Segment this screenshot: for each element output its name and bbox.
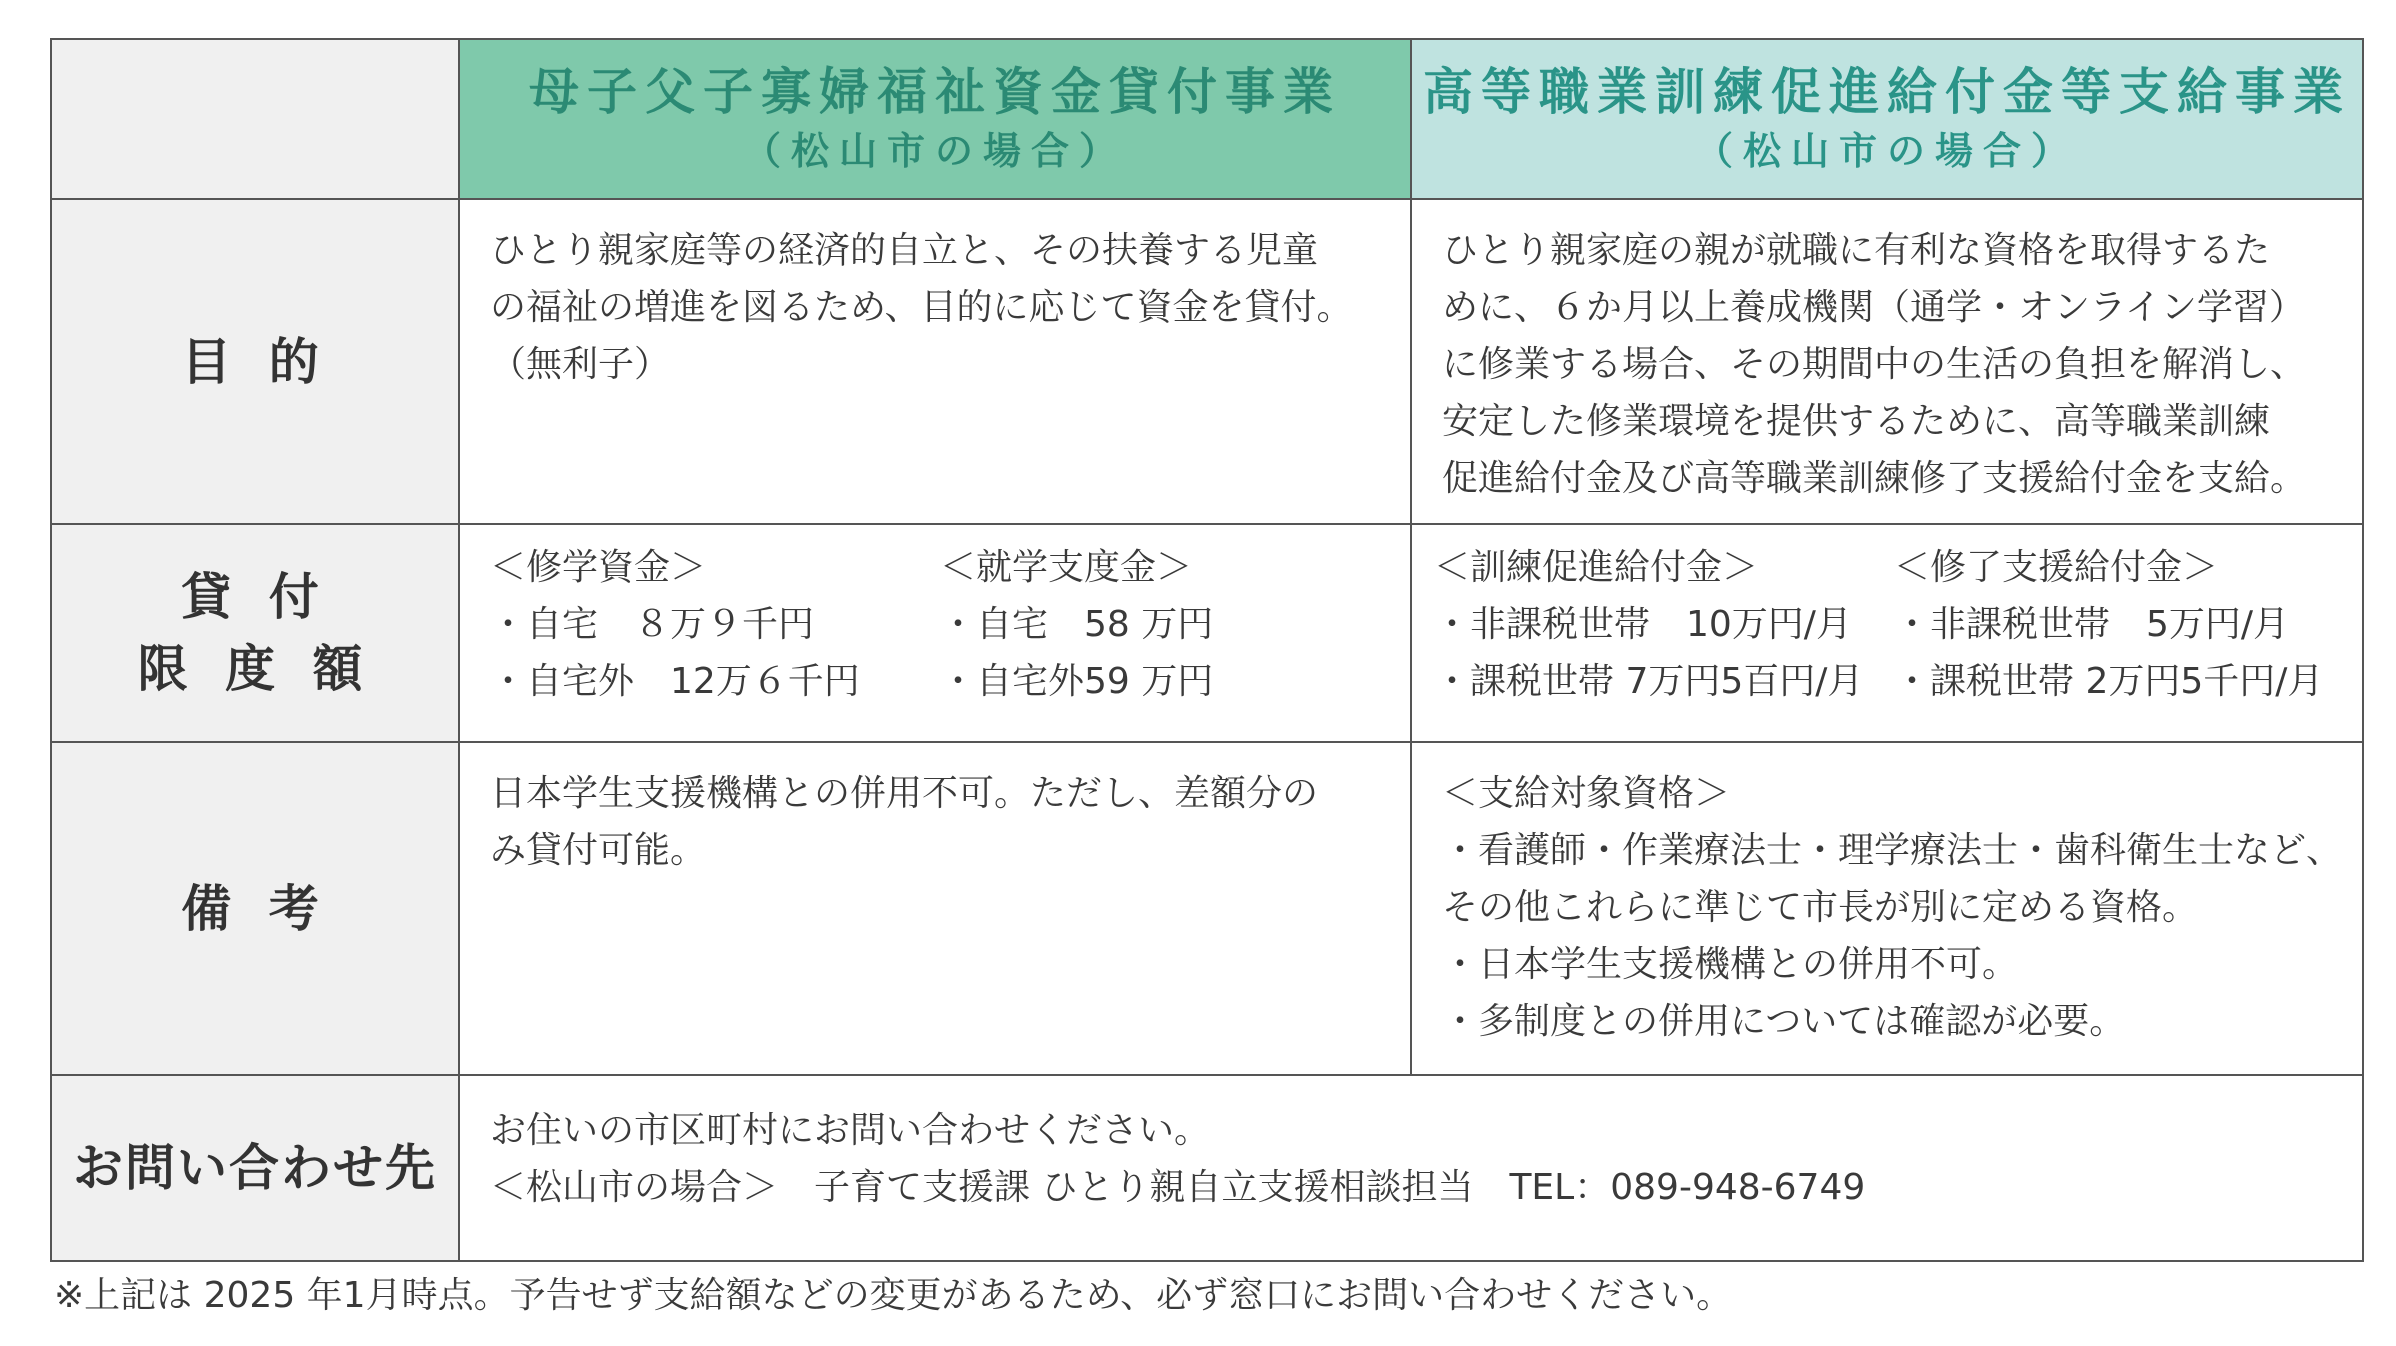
text-line: 日本学生支援機構との併用不可。ただし、差額分の: [490, 773, 1319, 814]
limit-label-line2: 限 度 額: [137, 640, 373, 698]
training-promotion-benefit-block: [1434, 539, 1894, 710]
text-line: ＜訓練促進給付金＞: [1434, 547, 1759, 588]
text-line: ひとり親家庭の親が就職に有利な資格を取得するた: [1442, 230, 2271, 271]
purpose-row: [51, 199, 2363, 524]
limit-row: [51, 524, 2363, 742]
text-line: ひとり親家庭等の経済的自立と、その扶養する児童: [490, 230, 1319, 271]
text-line: お住いの市区町村にお問い合わせください。: [490, 1110, 1211, 1151]
header-welfare-loan-title: 母子父子寡婦福祉資金貸付事業: [529, 63, 1341, 121]
text-line: めに、６か月以上養成機関（通学・オンライン学習）: [1442, 287, 2305, 328]
purpose-training-benefit: [1411, 199, 2363, 524]
text-line: 安定した修業環境を提供するために、高等職業訓練: [1442, 401, 2271, 442]
footnote: ※上記は 2025 年1月時点。予告せず支給額などの変更があるため、必ず窓口にお問い合わせください。: [54, 1275, 1733, 1316]
text-line: ・自宅 ８万９千円: [490, 604, 815, 645]
purpose-label: 目 的: [51, 199, 459, 524]
limit-label: [51, 524, 459, 742]
notes-label: 備 考: [51, 742, 459, 1075]
limit-welfare-loan: [459, 524, 1411, 742]
text-line: ・日本学生支援機構との併用不可。: [1442, 944, 2019, 985]
text-line: ＜就学支度金＞: [940, 547, 1193, 588]
text-line: （無利子）: [490, 344, 671, 385]
enrollment-prep-fund-block: [940, 539, 1382, 710]
text-line: 促進給付金及び高等職業訓練修了支援給付金を支給。: [1442, 458, 2307, 499]
text-line: ・課税世帯 2万円5千円/月: [1894, 661, 2324, 702]
text-line: ・多制度との併用については確認が必要。: [1442, 1001, 2126, 1042]
text-line: ・課税世帯 7万円5百円/月: [1434, 661, 1864, 702]
corner-cell: [51, 39, 459, 199]
text-line: ・非課税世帯 5万円/月: [1894, 604, 2290, 645]
header-welfare-loan-subtitle: （松山市の場合）: [742, 129, 1127, 173]
text-line: ・看護師・作業療法士・理学療法士・歯科衛生士など、: [1442, 830, 2343, 871]
support-comparison-table: [50, 38, 2364, 1262]
contact-details: [459, 1075, 2363, 1261]
contact-label: お問い合わせ先: [51, 1075, 459, 1261]
header-welfare-loan: [459, 39, 1411, 199]
notes-welfare-loan: [459, 742, 1411, 1075]
text-line: ＜修了支援給付金＞: [1894, 547, 2219, 588]
text-line: み貸付可能。: [490, 830, 707, 871]
completion-support-benefit-block: [1894, 539, 2334, 710]
purpose-welfare-loan: [459, 199, 1411, 524]
header-training-benefit: [1411, 39, 2363, 199]
text-line: ・自宅 58 万円: [940, 604, 1214, 645]
text-line: ＜支給対象資格＞: [1442, 773, 1731, 814]
notes-training-benefit: [1411, 742, 2363, 1075]
limit-label-line1: 貸 付: [181, 568, 329, 626]
text-line: その他これらに準じて市長が別に定める資格。: [1442, 887, 2199, 928]
header-training-benefit-subtitle: （松山市の場合）: [1694, 129, 2079, 173]
text-line: ・非課税世帯 10万円/月: [1434, 604, 1852, 645]
text-line: ・自宅外59 万円: [940, 661, 1214, 702]
study-fund-block: [490, 539, 940, 710]
contact-row: [51, 1075, 2363, 1261]
text-line: ＜修学資金＞: [490, 547, 707, 588]
contact-phone-line: ＜松山市の場合＞ 子育て支援課 ひとり親自立支援相談担当 TEL：089-948-6749: [490, 1167, 1866, 1208]
header-row: [51, 39, 2363, 199]
limit-training-benefit: [1411, 524, 2363, 742]
text-line: の福祉の増進を図るため、目的に応じて資金を貸付。: [490, 287, 1353, 328]
text-line: ・自宅外 12万６千円: [490, 661, 860, 702]
notes-row: [51, 742, 2363, 1075]
text-line: に修業する場合、その期間中の生活の負担を解消し、: [1442, 344, 2307, 385]
header-training-benefit-title: 高等職業訓練促進給付金等支給事業: [1423, 63, 2351, 121]
